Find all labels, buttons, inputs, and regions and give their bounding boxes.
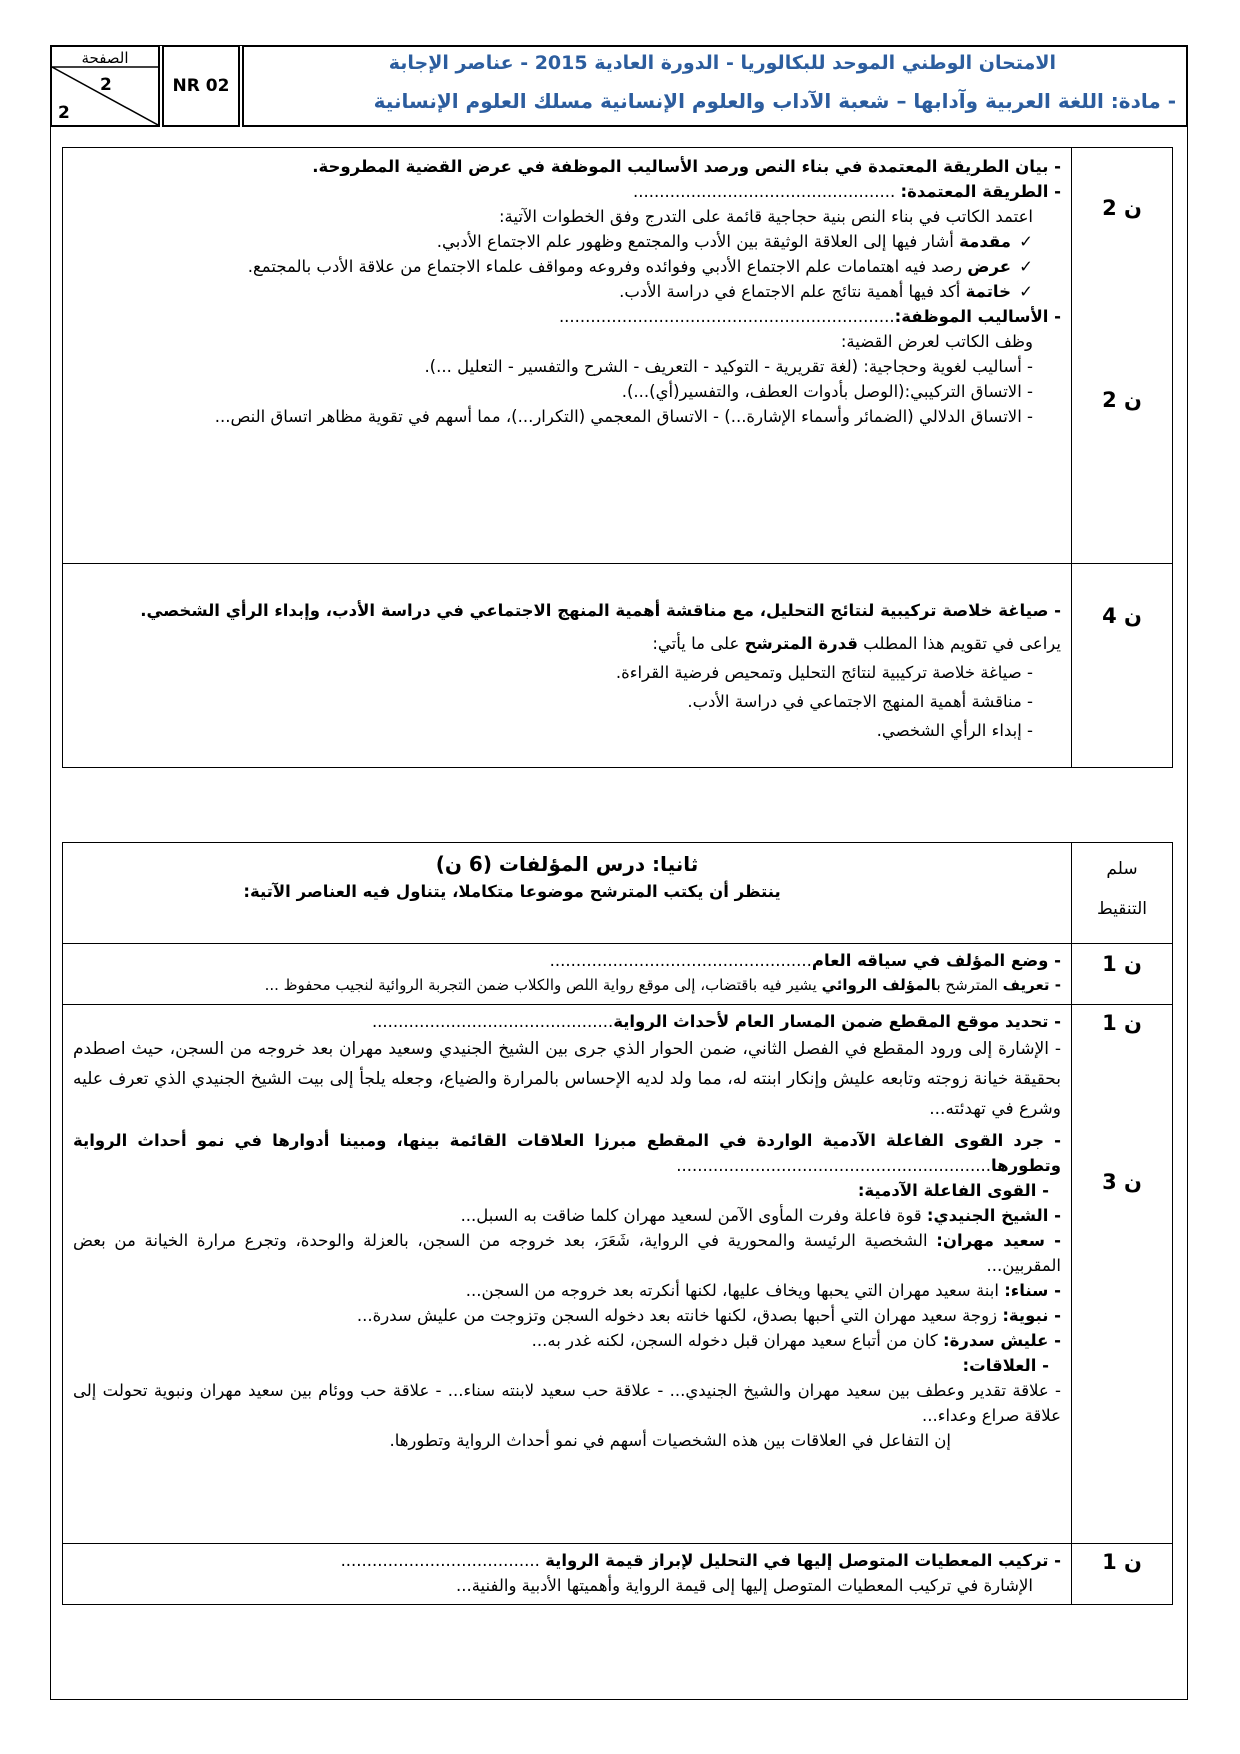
exam-title-box	[242, 45, 1188, 127]
answer-table-2	[62, 842, 1173, 1605]
list-item: - الشيخ الجنيدي: قوة فاعلة وفرت المأوى الآمن لسعيد مهران كلما ضاقت به السبل...	[460, 1206, 1061, 1225]
exam-title-line1: الامتحان الوطني الموحد للبكالوريا - الدورة العادية 2015 - عناصر الإجابة	[388, 52, 1056, 74]
works-title: ثانيا: درس المؤلفات (6 ن)	[435, 852, 699, 876]
r2-heading2: - جرد القوى الفاعلة الآدمية الواردة في المقطع مبرزا العلاقات القائمة بينها، ومبينا أدوارها في نمو أحداث الرواية وتطورها............................................................	[73, 1131, 1061, 1175]
score-value: 3 ن	[1102, 1170, 1142, 1194]
synthesis-value-cell	[63, 1544, 1072, 1605]
page-total: 2	[58, 103, 70, 123]
r2-dots: ..............................................	[371, 1012, 614, 1031]
check-icon: ✓	[1019, 232, 1033, 251]
score-cell	[1072, 148, 1173, 564]
list-item: - صياغة خلاصة تركيبية لنتائج التحليل وتمحيص فرضية القراءة.	[615, 663, 1033, 682]
r1-text: - تعريف المترشح بالمؤلف الروائي يشير فيه باقتضاب، إلى موقع رواية اللص والكلاب ضمن التجربة الروائية لنجيب محفوظ ...	[264, 976, 1061, 994]
section2-intro: يراعى في تقويم هذا المطلب قدرة المترشح على ما يأتي:	[652, 634, 1061, 653]
r3-dots: ......................................	[340, 1551, 540, 1570]
score-value: 1 ن	[1102, 1550, 1142, 1574]
score-value: 1 ن	[1102, 952, 1142, 976]
method-intro: اعتمد الكاتب في بناء النص بنية حجاجية قائمة على التدرج وفق الخطوات الآتية:	[498, 207, 1033, 226]
page-current: 2	[100, 75, 112, 95]
exam-title-line2: - مادة: اللغة العربية وآدابها – شعبة الآداب والعلوم الإنسانية مسلك العلوم الإنسانية	[373, 89, 1176, 113]
method-styles-cell	[63, 148, 1072, 564]
section1-heading: - بيان الطريقة المعتمدة في بناء النص ورصد الأساليب الموظفة في عرض القضية المطروحة.	[312, 157, 1061, 176]
list-item: - عليش سدرة: كان من أتباع سعيد مهران قبل دخوله السجن، لكنه غدر به...	[531, 1331, 1061, 1350]
table-row	[63, 944, 1173, 1005]
score-cell	[1072, 1544, 1173, 1605]
table-row	[63, 1544, 1173, 1605]
score-value: 2 ن	[1102, 388, 1142, 412]
list-item: ✓عرض رصد فيه اهتمامات علم الاجتماع الأدبي وفوائده وفروعه ومواقف علماء الاجتماع من علاقة الأدب بالمجتمع.	[73, 254, 1061, 279]
table-row	[63, 564, 1173, 768]
works-title-cell	[63, 843, 1072, 944]
score-value: 4 ن	[1102, 604, 1142, 628]
analysis-cell	[63, 1005, 1072, 1544]
list-item: - إبداء الرأي الشخصي.	[876, 721, 1033, 740]
score-cell	[1072, 564, 1173, 768]
r3-heading: - تركيب المعطيات المتوصل إليها في التحليل لإبراز قيمة الرواية	[545, 1551, 1061, 1570]
answer-table-1	[62, 147, 1173, 768]
score-value: 2 ن	[1102, 196, 1142, 220]
section2-heading: - صياغة خلاصة تركيبية لنتائج التحليل، مع مناقشة أهمية المنهج الاجتماعي في دراسة الأدب، وإبداء الرأي الشخصي.	[140, 601, 1061, 620]
list-item: - أساليب لغوية وحجاجية: (لغة تقريرية - التوكيد - التعريف - الشرح والتفسير - التعليل ...).	[424, 357, 1033, 376]
table-row	[63, 148, 1173, 564]
table-row	[63, 1005, 1173, 1544]
check-icon: ✓	[1019, 257, 1033, 276]
list-item: - الاتساق الدلالي (الضمائر وأسماء الإشارة...) - الاتساق المعجمي (التكرار...)، مما أسهم في تقوية مظاهر اتساق النص...	[214, 407, 1033, 426]
list-item: ✓مقدمة أشار فيها إلى العلاقة الوثيقة بين الأدب والمجتمع وظهور علم الاجتماع الأدبي.	[73, 229, 1061, 254]
score-cell	[1072, 944, 1173, 1005]
scale-header-cell	[1072, 843, 1173, 944]
synthesis-cell	[63, 564, 1072, 768]
relations-text: - علاقة تقدير وعطف بين سعيد مهران والشيخ الجنيدي... - علاقة حب سعيد لابنته سناء... - علاقة حب ووئام بين سعيد مهران ونبوية تحولت إلى علاقة صراع وعداء...	[73, 1381, 1061, 1425]
r2-heading: - تحديد موقع المقطع ضمن المسار العام لأحداث الرواية	[613, 1012, 1061, 1031]
list-item: - نبوية: زوجة سعيد مهران التي أحبها بصدق، لكنها خانته بعد دخوله السجن وتزوجت من عليش سدرة...	[356, 1306, 1061, 1325]
styles-title: - الأساليب الموظفة:	[894, 307, 1061, 326]
r2-paragraph: - الإشارة إلى ورود المقطع في الفصل الثاني، ضمن الحوار الذي جرى بين الشيخ الجنيدي وسعيد مهران بعد خروجه من السجن، حيث اصطدم بحقيقة خيانة زوجته وتابعه عليش وإنكار ابنته له، مما ولد لديه الإحساس بالمرارة والضياع، وجعله يلجأ إلى بيت الشيخ الجنيدي الذي تعرف عليه وشرع في تهدئته...	[73, 1039, 1061, 1119]
scale-label: سلم	[1106, 859, 1138, 879]
forces-title: - القوى الفاعلة الآدمية:	[857, 1181, 1049, 1200]
r2-conclusion: إن التفاعل في العلاقات بين هذه الشخصيات أسهم في نمو أحداث الرواية وتطورها.	[389, 1431, 951, 1450]
relations-title: - العلاقات:	[962, 1356, 1049, 1375]
score-cell	[1072, 1005, 1173, 1544]
list-item: - مناقشة أهمية المنهج الاجتماعي في دراسة الأدب.	[687, 692, 1033, 711]
check-icon: ✓	[1019, 282, 1033, 301]
list-item: ✓خاتمة أكد فيها أهمية نتائج علم الاجتماع في دراسة الأدب.	[73, 279, 1061, 304]
exam-code: NR 02	[162, 45, 240, 127]
page-number-box	[50, 45, 160, 127]
scale-label: التنقيط	[1096, 899, 1148, 919]
method-dots: ..................................................	[633, 182, 896, 201]
list-item: - سناء: ابنة سعيد مهران التي يحبها ويخاف عليها، لكنها أنكرته بعد خروجه من السجن...	[465, 1281, 1061, 1300]
table-row	[63, 843, 1173, 944]
r3-text: الإشارة في تركيب المعطيات المتوصل إليها إلى قيمة الرواية وأهميتها الأدبية والفنية...	[455, 1576, 1033, 1595]
styles-dots: ................................................................	[558, 307, 895, 326]
score-value: 1 ن	[1102, 1011, 1142, 1035]
r1-heading: - وضع المؤلف في سياقه العام	[811, 951, 1061, 970]
styles-intro: وظف الكاتب لعرض القضية:	[840, 332, 1033, 351]
r1-dots: ..................................................	[549, 951, 812, 970]
list-item: - الاتساق التركيبي:(الوصل بأدوات العطف، والتفسير(أي)...).	[621, 382, 1033, 401]
list-item: - سعيد مهران: الشخصية الرئيسة والمحورية في الرواية، شَعَرَ، بعد خروجه من السجن، بالعزلة والوحدة، وتجرع مرارة الخيانة من بعض المقربين...	[73, 1231, 1061, 1275]
method-title: - الطريقة المعتمدة:	[900, 182, 1061, 201]
page-label: الصفحة	[81, 49, 129, 67]
works-subtitle: ينتظر أن يكتب المترشح موضوعا متكاملا، يتناول فيه العناصر الآتية:	[243, 882, 781, 901]
context-cell	[63, 944, 1072, 1005]
